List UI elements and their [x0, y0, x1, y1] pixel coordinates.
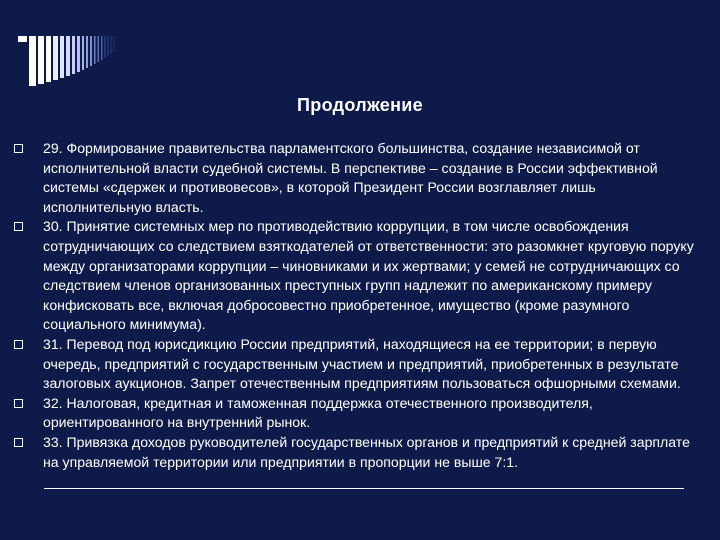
- square-bullet-icon: [14, 438, 23, 447]
- list-item: [14, 335, 699, 394]
- list-item-text: 32. Налоговая, кредитная и таможенная поддержка отечественного производителя, ориентированного на внутренний рынок.: [43, 394, 593, 431]
- list-item-text: 31. Перевод под юрисдикцию России предприятий, находящиеся на ее территории; в первую очередь, предприятий с государственным участием и предприятий, приобретенных в результате залоговых аукционов. Запрет отечественным предприятиям пользоваться офшорными схемами.: [43, 335, 681, 392]
- list-item-text: 30. Принятие системных мер по противодействию коррупции, в том числе освобождения сотрудничающих со следствием взяткодателей от ответственности: это разомкнет круговую поруку между организаторами коррупции – чиновниками и их жертвами; у семей не сотрудничающих со следствием членов организованных преступных групп надлежит по американскому примеру конфисковать все, включая добросовестно приобретенное, имущество (кроме разумного социального минимума).: [43, 218, 694, 333]
- decorative-stripes: [18, 36, 138, 86]
- square-bullet-icon: [14, 399, 23, 408]
- square-bullet-icon: [14, 144, 23, 153]
- list-item: [14, 139, 699, 217]
- square-bullet-icon: [14, 222, 23, 231]
- bullet-list: [14, 139, 699, 472]
- slide-title: Продолжение: [297, 95, 423, 115]
- list-item: [14, 433, 699, 472]
- divider-line: [44, 488, 684, 489]
- square-bullet-icon: [14, 340, 23, 349]
- list-item-text: 33. Привязка доходов руководителей государственных органов и предприятий к средней зарплате на управляемой территории или предприятии в пропорции не выше 7:1.: [43, 433, 690, 470]
- list-item: [14, 217, 699, 335]
- list-item-text: 29. Формирование правительства парламентского большинства, создание независимой от исполнительной власти судебной системы. В перспективе – создание в России эффективной системы «сдержек и противовесов», в которой Президент России возглавляет лишь исполнительную власть.: [43, 140, 658, 215]
- list-item: [14, 394, 699, 433]
